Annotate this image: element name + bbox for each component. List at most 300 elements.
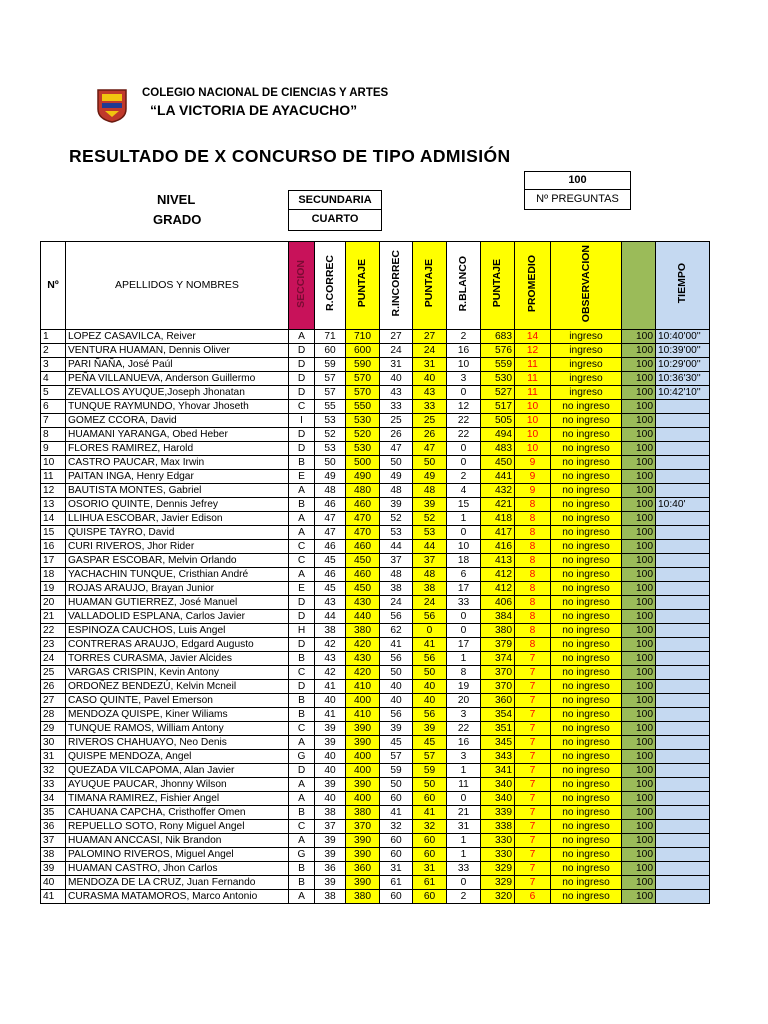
score-incorrect: 24 bbox=[413, 596, 447, 610]
observation: no ingreso bbox=[551, 596, 622, 610]
row-number: 18 bbox=[41, 568, 66, 582]
final-score: 406 bbox=[481, 596, 515, 610]
final-score: 384 bbox=[481, 610, 515, 624]
incorrect-count: 60 bbox=[380, 792, 413, 806]
final-score: 450 bbox=[481, 456, 515, 470]
correct-count: 50 bbox=[315, 456, 346, 470]
total: 100 bbox=[622, 372, 656, 386]
total: 100 bbox=[622, 596, 656, 610]
section: A bbox=[289, 330, 315, 344]
student-name: LOPEZ CASAVILCA, Reiver bbox=[66, 330, 289, 344]
table-row bbox=[41, 526, 710, 540]
time bbox=[656, 890, 710, 904]
page-title: RESULTADO DE X CONCURSO DE TIPO ADMISIÓN bbox=[69, 146, 511, 166]
nivel-label: NIVEL bbox=[157, 192, 196, 207]
table-row bbox=[41, 456, 710, 470]
total: 100 bbox=[622, 680, 656, 694]
final-score: 527 bbox=[481, 386, 515, 400]
student-name: TUNQUE RAYMUNDO, Yhovar Jhoseth bbox=[66, 400, 289, 414]
student-name: PAITAN INGA, Henry Edgar bbox=[66, 470, 289, 484]
correct-count: 46 bbox=[315, 498, 346, 512]
score-incorrect: 49 bbox=[413, 470, 447, 484]
average: 7 bbox=[515, 876, 551, 890]
correct-count: 38 bbox=[315, 624, 346, 638]
observation: no ingreso bbox=[551, 582, 622, 596]
score-incorrect: 48 bbox=[413, 568, 447, 582]
blank-count: 1 bbox=[447, 764, 481, 778]
school-subtitle: “LA VICTORIA DE AYACUCHO” bbox=[150, 102, 358, 118]
observation: no ingreso bbox=[551, 638, 622, 652]
time: 10:39'00'' bbox=[656, 344, 710, 358]
total: 100 bbox=[622, 568, 656, 582]
incorrect-count: 52 bbox=[380, 512, 413, 526]
average: 12 bbox=[515, 344, 551, 358]
final-score: 432 bbox=[481, 484, 515, 498]
table-row bbox=[41, 442, 710, 456]
score-incorrect: 47 bbox=[413, 442, 447, 456]
section: D bbox=[289, 680, 315, 694]
row-number: 21 bbox=[41, 610, 66, 624]
average: 8 bbox=[515, 554, 551, 568]
time bbox=[656, 694, 710, 708]
row-number: 39 bbox=[41, 862, 66, 876]
student-name: TIMANA RAMIREZ, Fishier Angel bbox=[66, 792, 289, 806]
incorrect-count: 40 bbox=[380, 694, 413, 708]
section: A bbox=[289, 778, 315, 792]
average: 9 bbox=[515, 470, 551, 484]
row-number: 29 bbox=[41, 722, 66, 736]
student-name: VARGAS CRISPIN, Kevin Antony bbox=[66, 666, 289, 680]
student-name: PEÑA VILLANUEVA, Anderson Guillermo bbox=[66, 372, 289, 386]
student-name: HUAMAN GUTIERREZ, José Manuel bbox=[66, 596, 289, 610]
time bbox=[656, 680, 710, 694]
section: G bbox=[289, 750, 315, 764]
preguntas-label: Nº PREGUNTAS bbox=[524, 190, 631, 210]
row-number: 3 bbox=[41, 358, 66, 372]
average: 7 bbox=[515, 820, 551, 834]
observation: no ingreso bbox=[551, 694, 622, 708]
section: D bbox=[289, 638, 315, 652]
blank-count: 15 bbox=[447, 498, 481, 512]
total: 100 bbox=[622, 862, 656, 876]
final-score: 370 bbox=[481, 666, 515, 680]
results-table bbox=[40, 241, 710, 904]
table-row bbox=[41, 582, 710, 596]
student-name: CURASMA MATAMOROS, Marco Antonio bbox=[66, 890, 289, 904]
blank-count: 6 bbox=[447, 568, 481, 582]
grado-label: GRADO bbox=[153, 212, 202, 227]
row-number: 35 bbox=[41, 806, 66, 820]
score-correct: 710 bbox=[346, 330, 380, 344]
blank-count: 16 bbox=[447, 344, 481, 358]
observation: no ingreso bbox=[551, 750, 622, 764]
score-incorrect: 26 bbox=[413, 428, 447, 442]
row-number: 37 bbox=[41, 834, 66, 848]
score-correct: 410 bbox=[346, 708, 380, 722]
score-correct: 600 bbox=[346, 344, 380, 358]
score-correct: 530 bbox=[346, 442, 380, 456]
score-correct: 400 bbox=[346, 750, 380, 764]
blank-count: 3 bbox=[447, 750, 481, 764]
student-name: ZEVALLOS AYUQUE,Joseph Jhonatan bbox=[66, 386, 289, 400]
time bbox=[656, 736, 710, 750]
correct-count: 36 bbox=[315, 862, 346, 876]
score-incorrect: 48 bbox=[413, 484, 447, 498]
score-correct: 400 bbox=[346, 694, 380, 708]
incorrect-count: 56 bbox=[380, 708, 413, 722]
time bbox=[656, 582, 710, 596]
average: 7 bbox=[515, 680, 551, 694]
score-incorrect: 0 bbox=[413, 624, 447, 638]
total: 100 bbox=[622, 498, 656, 512]
score-correct: 390 bbox=[346, 778, 380, 792]
incorrect-count: 60 bbox=[380, 890, 413, 904]
section: C bbox=[289, 722, 315, 736]
average: 7 bbox=[515, 694, 551, 708]
correct-count: 40 bbox=[315, 750, 346, 764]
correct-count: 55 bbox=[315, 400, 346, 414]
student-name: VALLADOLID ESPLANA, Carlos Javier bbox=[66, 610, 289, 624]
correct-count: 46 bbox=[315, 540, 346, 554]
incorrect-count: 56 bbox=[380, 652, 413, 666]
blank-count: 12 bbox=[447, 400, 481, 414]
observation: no ingreso bbox=[551, 834, 622, 848]
time bbox=[656, 834, 710, 848]
row-number: 11 bbox=[41, 470, 66, 484]
section: A bbox=[289, 834, 315, 848]
student-name: MENDOZA QUISPE, Kiner Wiliams bbox=[66, 708, 289, 722]
incorrect-count: 24 bbox=[380, 344, 413, 358]
section: B bbox=[289, 876, 315, 890]
score-correct: 370 bbox=[346, 820, 380, 834]
correct-count: 45 bbox=[315, 582, 346, 596]
total: 100 bbox=[622, 848, 656, 862]
score-correct: 460 bbox=[346, 498, 380, 512]
student-name: BAUTISTA MONTES, Gabriel bbox=[66, 484, 289, 498]
table-row bbox=[41, 400, 710, 414]
score-incorrect: 50 bbox=[413, 666, 447, 680]
school-name: COLEGIO NACIONAL DE CIENCIAS Y ARTES bbox=[142, 87, 389, 99]
observation: no ingreso bbox=[551, 568, 622, 582]
incorrect-count: 50 bbox=[380, 456, 413, 470]
observation: no ingreso bbox=[551, 848, 622, 862]
correct-count: 53 bbox=[315, 414, 346, 428]
student-name: LLIHUA ESCOBAR, Javier Edison bbox=[66, 512, 289, 526]
blank-count: 2 bbox=[447, 330, 481, 344]
observation: no ingreso bbox=[551, 540, 622, 554]
table-row bbox=[41, 414, 710, 428]
blank-count: 1 bbox=[447, 512, 481, 526]
correct-count: 40 bbox=[315, 694, 346, 708]
time bbox=[656, 512, 710, 526]
student-name: HUAMAN CASTRO, Jhon Carlos bbox=[66, 862, 289, 876]
row-number: 19 bbox=[41, 582, 66, 596]
score-correct: 450 bbox=[346, 582, 380, 596]
blank-count: 1 bbox=[447, 834, 481, 848]
time bbox=[656, 568, 710, 582]
header-seccion: SECCION bbox=[289, 242, 315, 330]
row-number: 20 bbox=[41, 596, 66, 610]
section: B bbox=[289, 694, 315, 708]
score-correct: 530 bbox=[346, 414, 380, 428]
score-incorrect: 37 bbox=[413, 554, 447, 568]
observation: no ingreso bbox=[551, 708, 622, 722]
blank-count: 21 bbox=[447, 806, 481, 820]
incorrect-count: 41 bbox=[380, 806, 413, 820]
correct-count: 57 bbox=[315, 372, 346, 386]
student-name: HUAMAN ANCCASI, Nik Brandon bbox=[66, 834, 289, 848]
student-name: PARI ÑAÑA, José Paúl bbox=[66, 358, 289, 372]
score-incorrect: 53 bbox=[413, 526, 447, 540]
table-row bbox=[41, 624, 710, 638]
table-row bbox=[41, 694, 710, 708]
table-row bbox=[41, 386, 710, 400]
total: 100 bbox=[622, 554, 656, 568]
table-row bbox=[41, 890, 710, 904]
section: C bbox=[289, 540, 315, 554]
student-name: OSORIO QUINTE, Dennis Jefrey bbox=[66, 498, 289, 512]
table-row bbox=[41, 792, 710, 806]
section: A bbox=[289, 890, 315, 904]
table-row bbox=[41, 666, 710, 680]
student-name: ROJAS ARAUJO, Brayan Junior bbox=[66, 582, 289, 596]
score-incorrect: 39 bbox=[413, 722, 447, 736]
average: 7 bbox=[515, 708, 551, 722]
incorrect-count: 57 bbox=[380, 750, 413, 764]
final-score: 416 bbox=[481, 540, 515, 554]
incorrect-count: 45 bbox=[380, 736, 413, 750]
final-score: 329 bbox=[481, 876, 515, 890]
score-incorrect: 61 bbox=[413, 876, 447, 890]
incorrect-count: 40 bbox=[380, 680, 413, 694]
average: 7 bbox=[515, 652, 551, 666]
score-incorrect: 56 bbox=[413, 708, 447, 722]
time bbox=[656, 666, 710, 680]
table-row bbox=[41, 722, 710, 736]
final-score: 380 bbox=[481, 624, 515, 638]
correct-count: 40 bbox=[315, 764, 346, 778]
table-row bbox=[41, 498, 710, 512]
section: C bbox=[289, 820, 315, 834]
score-correct: 380 bbox=[346, 806, 380, 820]
incorrect-count: 27 bbox=[380, 330, 413, 344]
final-score: 441 bbox=[481, 470, 515, 484]
time bbox=[656, 428, 710, 442]
score-incorrect: 27 bbox=[413, 330, 447, 344]
row-number: 2 bbox=[41, 344, 66, 358]
row-number: 38 bbox=[41, 848, 66, 862]
header-incorrect: R.INCORREC bbox=[380, 242, 413, 330]
blank-count: 2 bbox=[447, 890, 481, 904]
time bbox=[656, 862, 710, 876]
table-row bbox=[41, 512, 710, 526]
row-number: 26 bbox=[41, 680, 66, 694]
observation: no ingreso bbox=[551, 470, 622, 484]
final-score: 421 bbox=[481, 498, 515, 512]
average: 8 bbox=[515, 526, 551, 540]
correct-count: 44 bbox=[315, 610, 346, 624]
average: 8 bbox=[515, 568, 551, 582]
student-name: MENDOZA DE LA CRUZ, Juan Fernando bbox=[66, 876, 289, 890]
score-correct: 410 bbox=[346, 680, 380, 694]
total: 100 bbox=[622, 344, 656, 358]
score-incorrect: 60 bbox=[413, 890, 447, 904]
time bbox=[656, 456, 710, 470]
time: 10:40'00'' bbox=[656, 330, 710, 344]
incorrect-count: 47 bbox=[380, 442, 413, 456]
score-correct: 490 bbox=[346, 470, 380, 484]
final-score: 412 bbox=[481, 582, 515, 596]
time bbox=[656, 400, 710, 414]
row-number: 6 bbox=[41, 400, 66, 414]
final-score: 338 bbox=[481, 820, 515, 834]
blank-count: 31 bbox=[447, 820, 481, 834]
total: 100 bbox=[622, 638, 656, 652]
score-correct: 390 bbox=[346, 736, 380, 750]
score-correct: 470 bbox=[346, 512, 380, 526]
time bbox=[656, 484, 710, 498]
correct-count: 52 bbox=[315, 428, 346, 442]
row-number: 9 bbox=[41, 442, 66, 456]
time bbox=[656, 470, 710, 484]
blank-count: 0 bbox=[447, 442, 481, 456]
blank-count: 0 bbox=[447, 876, 481, 890]
student-name: PALOMINO RIVEROS, Miguel Angel bbox=[66, 848, 289, 862]
observation: no ingreso bbox=[551, 400, 622, 414]
score-incorrect: 40 bbox=[413, 694, 447, 708]
average: 10 bbox=[515, 428, 551, 442]
student-name: GASPAR ESCOBAR, Melvin Orlando bbox=[66, 554, 289, 568]
score-incorrect: 41 bbox=[413, 638, 447, 652]
score-incorrect: 45 bbox=[413, 736, 447, 750]
correct-count: 53 bbox=[315, 442, 346, 456]
student-name: ESPINOZA CAUCHOS, Luis Angel bbox=[66, 624, 289, 638]
correct-count: 59 bbox=[315, 358, 346, 372]
score-incorrect: 60 bbox=[413, 848, 447, 862]
time bbox=[656, 610, 710, 624]
header-puntaje-1: PUNTAJE bbox=[346, 242, 380, 330]
incorrect-count: 26 bbox=[380, 428, 413, 442]
table-row bbox=[41, 372, 710, 386]
observation: no ingreso bbox=[551, 526, 622, 540]
blank-count: 0 bbox=[447, 456, 481, 470]
score-correct: 420 bbox=[346, 638, 380, 652]
blank-count: 1 bbox=[447, 848, 481, 862]
final-score: 370 bbox=[481, 680, 515, 694]
row-number: 1 bbox=[41, 330, 66, 344]
total: 100 bbox=[622, 428, 656, 442]
correct-count: 43 bbox=[315, 596, 346, 610]
student-name: CAHUANA CAPCHA, Cristhoffer Omen bbox=[66, 806, 289, 820]
average: 8 bbox=[515, 638, 551, 652]
score-incorrect: 59 bbox=[413, 764, 447, 778]
row-number: 23 bbox=[41, 638, 66, 652]
header-puntaje-3: PUNTAJE bbox=[481, 242, 515, 330]
observation: no ingreso bbox=[551, 624, 622, 638]
time bbox=[656, 750, 710, 764]
time bbox=[656, 876, 710, 890]
table-row bbox=[41, 820, 710, 834]
section: B bbox=[289, 498, 315, 512]
student-name: QUEZADA VILCAPOMA, Alan Javier bbox=[66, 764, 289, 778]
total: 100 bbox=[622, 750, 656, 764]
score-correct: 390 bbox=[346, 848, 380, 862]
results-body bbox=[41, 330, 710, 904]
observation: no ingreso bbox=[551, 806, 622, 820]
blank-count: 22 bbox=[447, 722, 481, 736]
table-row bbox=[41, 540, 710, 554]
total: 100 bbox=[622, 890, 656, 904]
total: 100 bbox=[622, 358, 656, 372]
incorrect-count: 50 bbox=[380, 666, 413, 680]
school-crest-icon bbox=[97, 89, 127, 123]
section: D bbox=[289, 764, 315, 778]
row-number: 14 bbox=[41, 512, 66, 526]
final-score: 683 bbox=[481, 330, 515, 344]
final-score: 576 bbox=[481, 344, 515, 358]
average: 11 bbox=[515, 358, 551, 372]
section: D bbox=[289, 386, 315, 400]
observation: no ingreso bbox=[551, 722, 622, 736]
correct-count: 49 bbox=[315, 470, 346, 484]
header-blank: R.BLANCO bbox=[447, 242, 481, 330]
incorrect-count: 62 bbox=[380, 624, 413, 638]
total: 100 bbox=[622, 624, 656, 638]
observation: ingreso bbox=[551, 344, 622, 358]
average: 7 bbox=[515, 666, 551, 680]
student-name: ORDOÑEZ BENDEZÚ, Kelvin Mcneil bbox=[66, 680, 289, 694]
student-name: CASO QUINTE, Pavel Emerson bbox=[66, 694, 289, 708]
section: B bbox=[289, 708, 315, 722]
correct-count: 37 bbox=[315, 820, 346, 834]
observation: no ingreso bbox=[551, 778, 622, 792]
final-score: 340 bbox=[481, 778, 515, 792]
blank-count: 3 bbox=[447, 708, 481, 722]
average: 11 bbox=[515, 386, 551, 400]
average: 10 bbox=[515, 400, 551, 414]
total: 100 bbox=[622, 820, 656, 834]
table-row bbox=[41, 470, 710, 484]
incorrect-count: 41 bbox=[380, 638, 413, 652]
row-number: 28 bbox=[41, 708, 66, 722]
final-score: 494 bbox=[481, 428, 515, 442]
incorrect-count: 31 bbox=[380, 358, 413, 372]
correct-count: 39 bbox=[315, 848, 346, 862]
row-number: 12 bbox=[41, 484, 66, 498]
observation: ingreso bbox=[551, 386, 622, 400]
table-row bbox=[41, 862, 710, 876]
table-row bbox=[41, 652, 710, 666]
section: D bbox=[289, 610, 315, 624]
blank-count: 0 bbox=[447, 526, 481, 540]
header-total bbox=[622, 242, 656, 330]
blank-count: 1 bbox=[447, 652, 481, 666]
incorrect-count: 39 bbox=[380, 722, 413, 736]
blank-count: 20 bbox=[447, 694, 481, 708]
section: D bbox=[289, 372, 315, 386]
final-score: 345 bbox=[481, 736, 515, 750]
student-name: AYUQUE PAUCAR, Jhonny Wilson bbox=[66, 778, 289, 792]
correct-count: 41 bbox=[315, 680, 346, 694]
average: 10 bbox=[515, 414, 551, 428]
observation: no ingreso bbox=[551, 876, 622, 890]
table-row bbox=[41, 344, 710, 358]
section: E bbox=[289, 470, 315, 484]
score-correct: 430 bbox=[346, 652, 380, 666]
average: 7 bbox=[515, 750, 551, 764]
section: B bbox=[289, 862, 315, 876]
total: 100 bbox=[622, 610, 656, 624]
